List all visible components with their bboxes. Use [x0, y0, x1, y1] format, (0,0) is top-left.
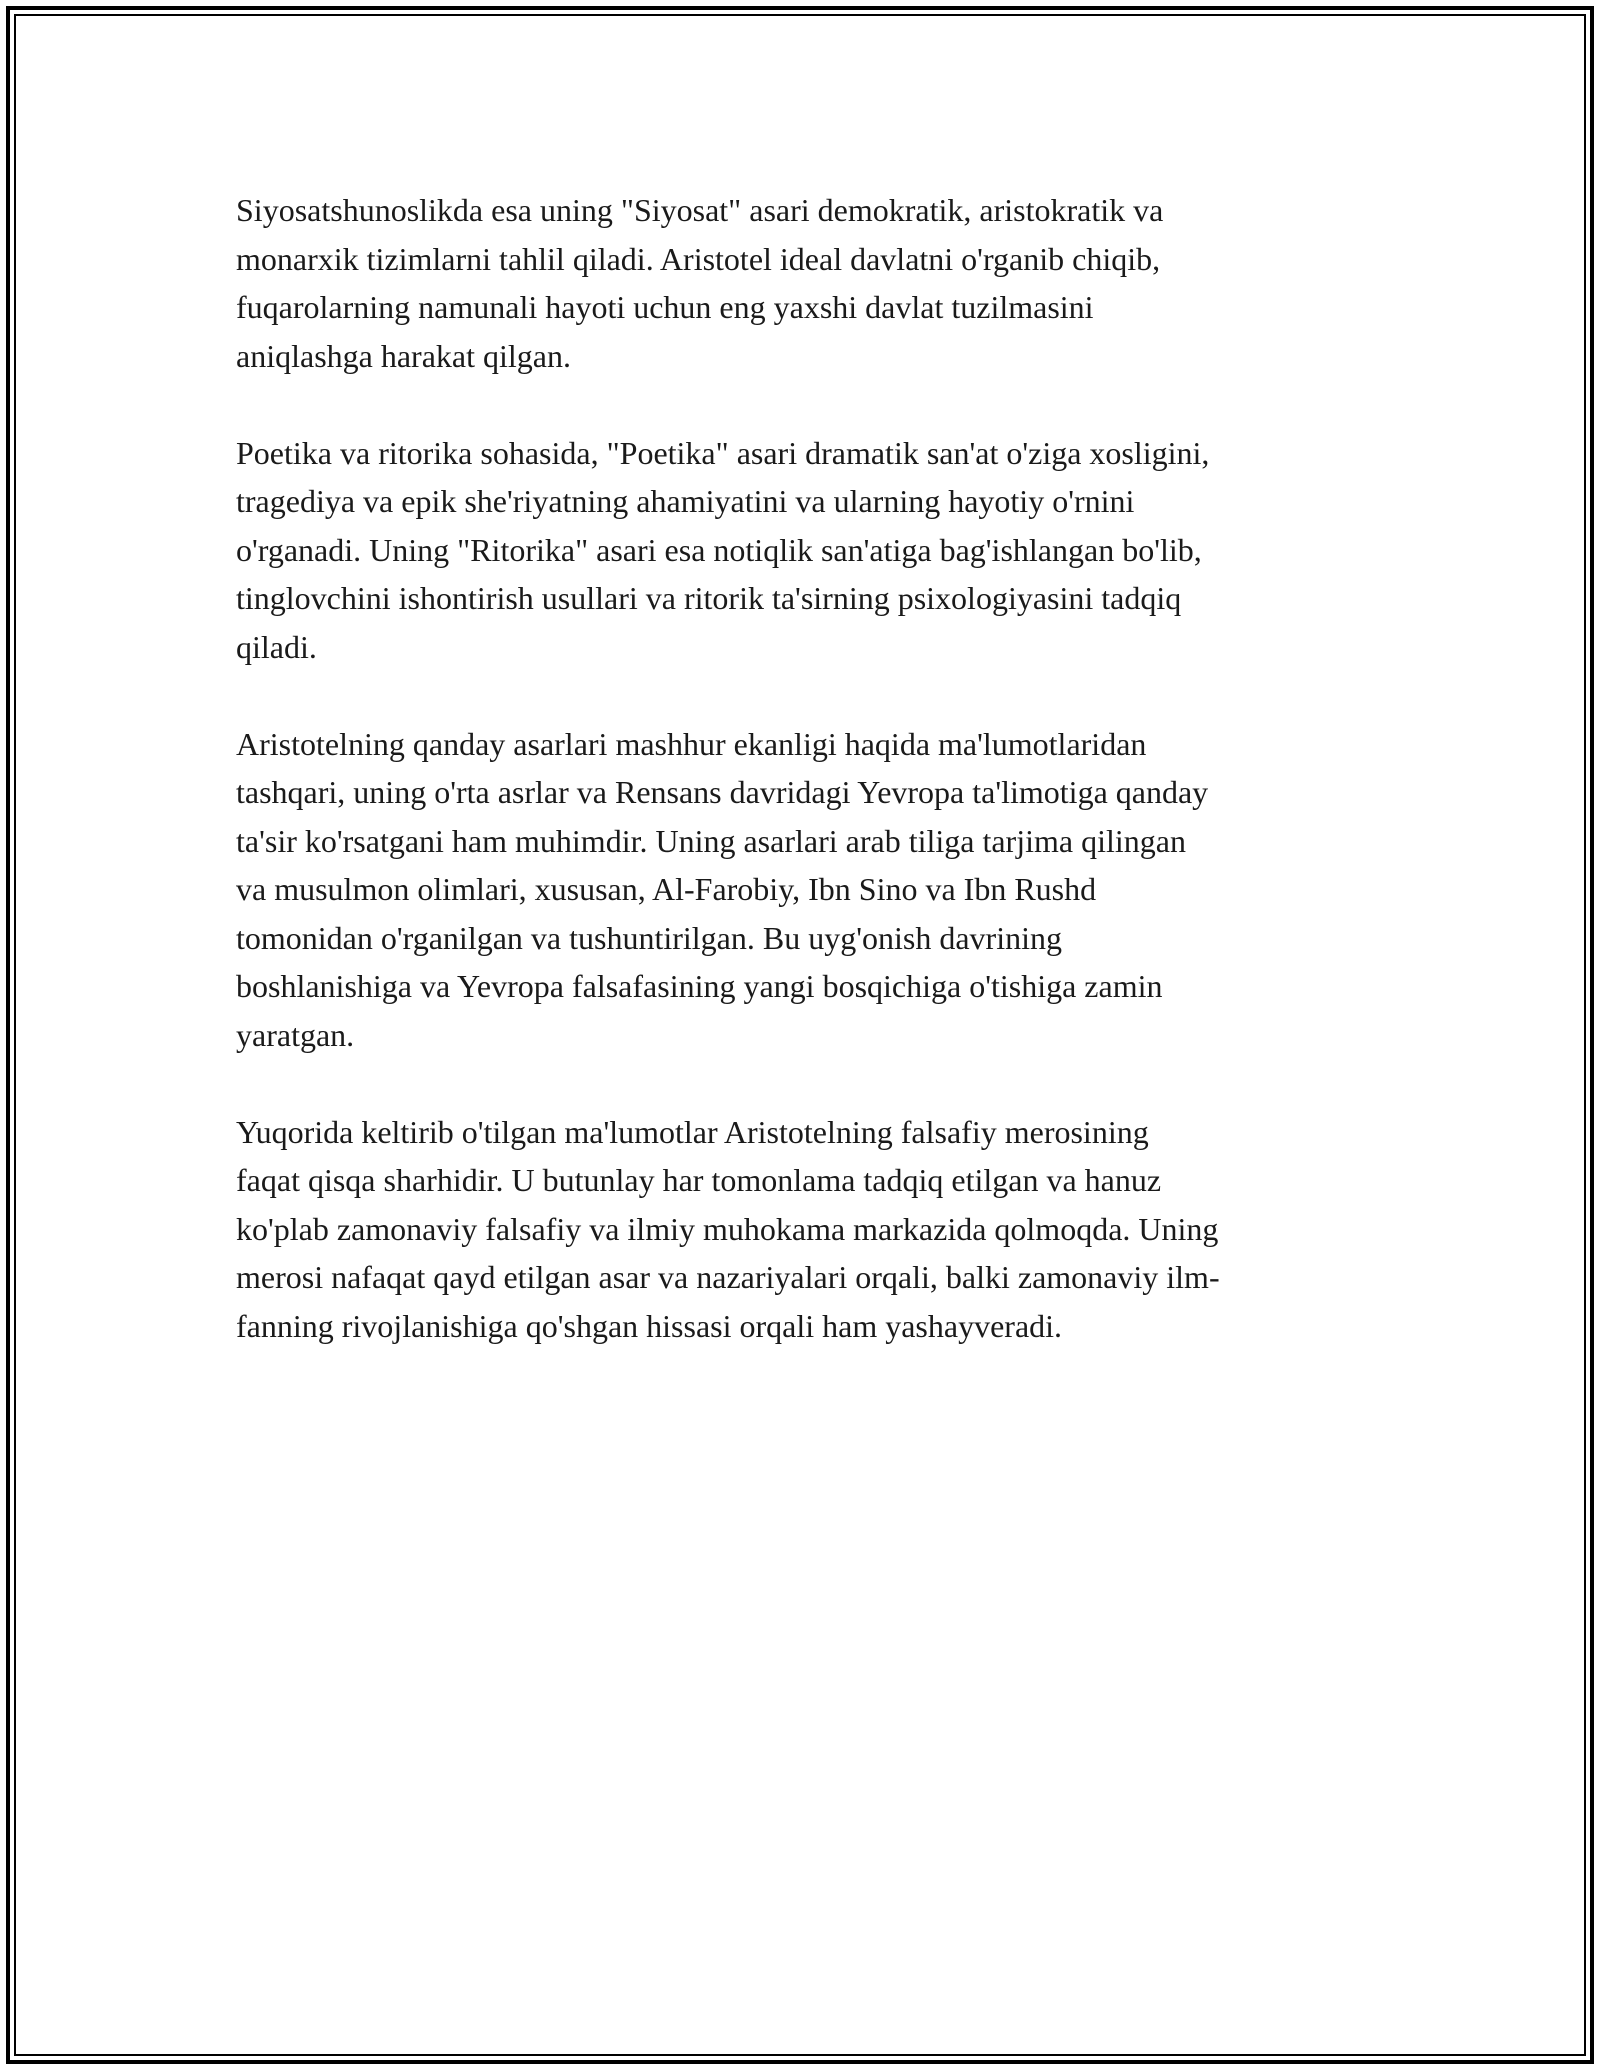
paragraph-poetics-rhetoric: Poetika va ritorika sohasida, "Poetika" asari dramatik san'at o'ziga xosligini, tragediya va epik she'riyatning ahamiyatini va ularning hayotiy o'rnini o'rganadi. Uning "Ritorika" asari esa notiqlik san'atiga bag'ishlangan bo'lib, tinglovchini ishontirish usullari va ritorik ta'sirning psixologiyasini tadqiq qiladi.: [236, 434, 1210, 665]
paragraph-politics: Siyosatshunoslikda esa uning "Siyosat" asari demokratik, aristokratik va monarxik tizimlarni tahlil qiladi. Aristotel ideal davlatni o'rganib chiqib, fuqarolarning namunali hayoti uchun eng yaxshi davlat tuzilmasini aniqlashga harakat qilgan.: [236, 192, 1164, 374]
paragraph-influence: Aristotelning qanday asarlari mashhur ekanligi haqida ma'lumotlaridan tashqari, uning o'rta asrlar va Rensans davridagi Yevropa ta'limotiga qanday ta'sir ko'rsatgani ham muhimdir. Uning asarlari arab tiliga tarjima qilingan va musulmon olimlari, xususan, Al-Farobiy, Ibn Sino va Ibn Rushd tomonidan o'rganilgan va tushuntirilgan. Bu uyg'onish davrining boshlanishiga va Yevropa falsafasining yangi bosqichiga o'tishiga zamin yaratgan.: [236, 725, 1209, 1053]
document-body: [236, 186, 1386, 1399]
paragraph-conclusion: Yuqorida keltirib o'tilgan ma'lumotlar Aristotelning falsafiy merosining faqat qisqa sharhidir. U butunlay har tomonlama tadqiq etilgan va hanuz ko'plab zamonaviy falsafiy va ilmiy muhokama markazida qolmoqda. Uning merosi nafaqat qayd etilgan asar va nazariyalari orqali, balki zamonaviy ilm- fanning rivojlanishiga qo'shgan hissasi orqali ham yashayveradi.: [236, 1113, 1220, 1344]
